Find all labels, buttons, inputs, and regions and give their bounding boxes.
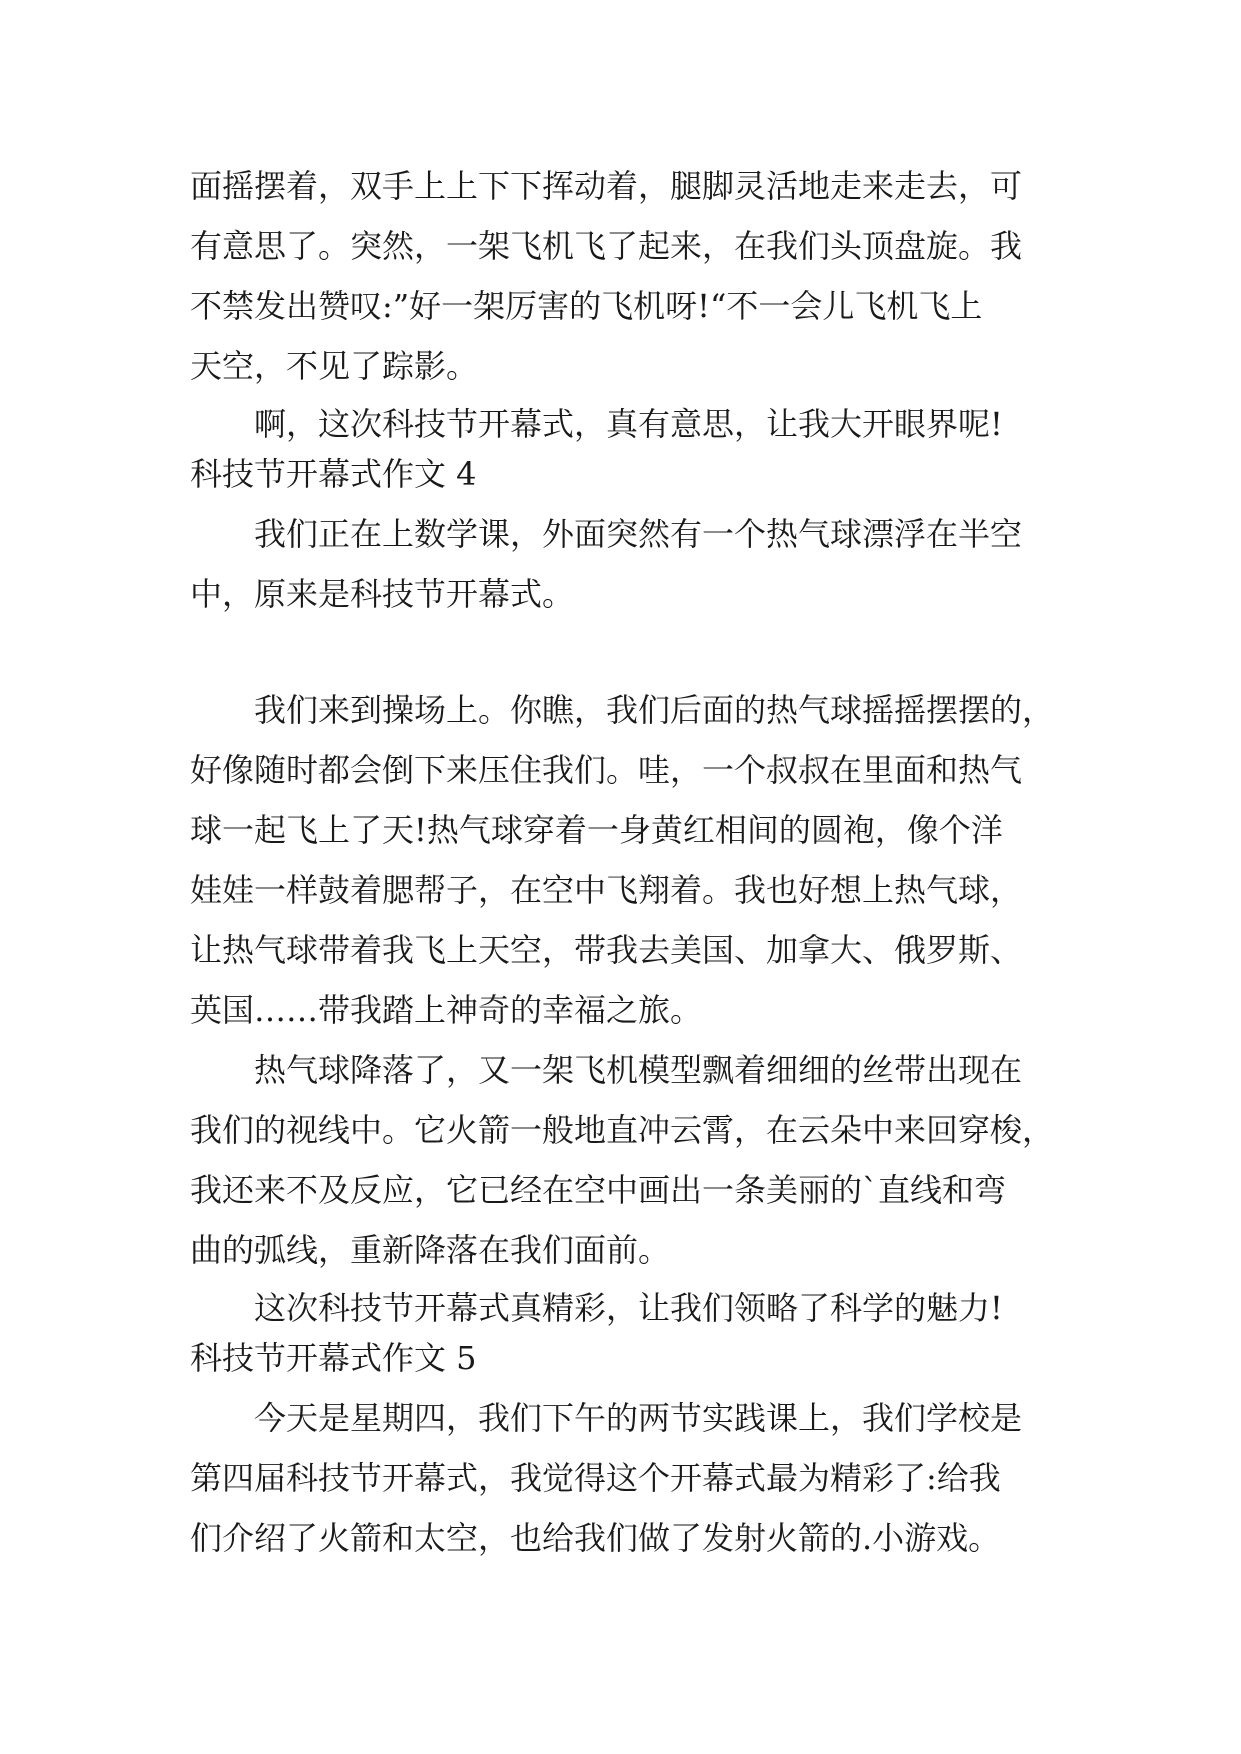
text-line: 有意思了。突然，一架飞机飞了起来，在我们头顶盘旋。我: [190, 227, 1023, 265]
text-line: 娃娃一样鼓着腮帮子，在空中飞翔着。我也好想上热气球，: [190, 871, 1023, 909]
text-line: 好像随时都会倒下来压住我们。哇，一个叔叔在里面和热气: [190, 751, 1023, 789]
section-heading: 科技节开幕式作文 4: [190, 455, 477, 493]
text-line: 这次科技节开幕式真精彩，让我们领略了科学的魅力!: [254, 1289, 1003, 1327]
text-line: 中，原来是科技节开幕式。: [190, 575, 575, 613]
text-line: 啊，这次科技节开幕式，真有意思，让我大开眼界呢!: [254, 405, 1003, 443]
text-line: 面摇摆着，双手上上下下挥动着，腿脚灵活地走来走去，可: [190, 167, 1023, 205]
text-line: 今天是星期四，我们下午的两节实践课上，我们学校是: [254, 1399, 1023, 1437]
text-line: 不禁发出赞叹:”好一架厉害的飞机呀!“不一会儿飞机飞上: [190, 287, 983, 325]
text-line: 我们正在上数学课，外面突然有一个热气球漂浮在半空: [254, 515, 1023, 553]
text-line: 我还来不及反应，它已经在空中画出一条美丽的`直线和弯: [190, 1171, 1007, 1209]
text-line: 我们的视线中。它火箭一般地直冲云霄，在云朵中来回穿梭，: [190, 1111, 1055, 1149]
text-line: 热气球降落了，又一架飞机模型飘着细细的丝带出现在: [254, 1051, 1023, 1089]
text-line: 第四届科技节开幕式，我觉得这个开幕式最为精彩了:给我: [190, 1459, 1001, 1497]
document-page: [190, 0, 1070, 1754]
section-heading: 科技节开幕式作文 5: [190, 1339, 477, 1377]
text-line: 天空，不见了踪影。: [190, 347, 479, 385]
text-line: 我们来到操场上。你瞧，我们后面的热气球摇摇摆摆的，: [254, 691, 1055, 729]
text-line: 球一起飞上了天!热气球穿着一身黄红相间的圆袍，像个洋: [190, 811, 1003, 849]
text-line: 英国……带我踏上神奇的幸福之旅。: [190, 991, 703, 1029]
text-line: 让热气球带着我飞上天空，带我去美国、加拿大、俄罗斯、: [190, 931, 1023, 969]
text-line: 曲的弧线，重新降落在我们面前。: [190, 1231, 671, 1269]
text-line: 们介绍了火箭和太空，也给我们做了发射火箭的.小游戏。: [190, 1519, 1001, 1557]
